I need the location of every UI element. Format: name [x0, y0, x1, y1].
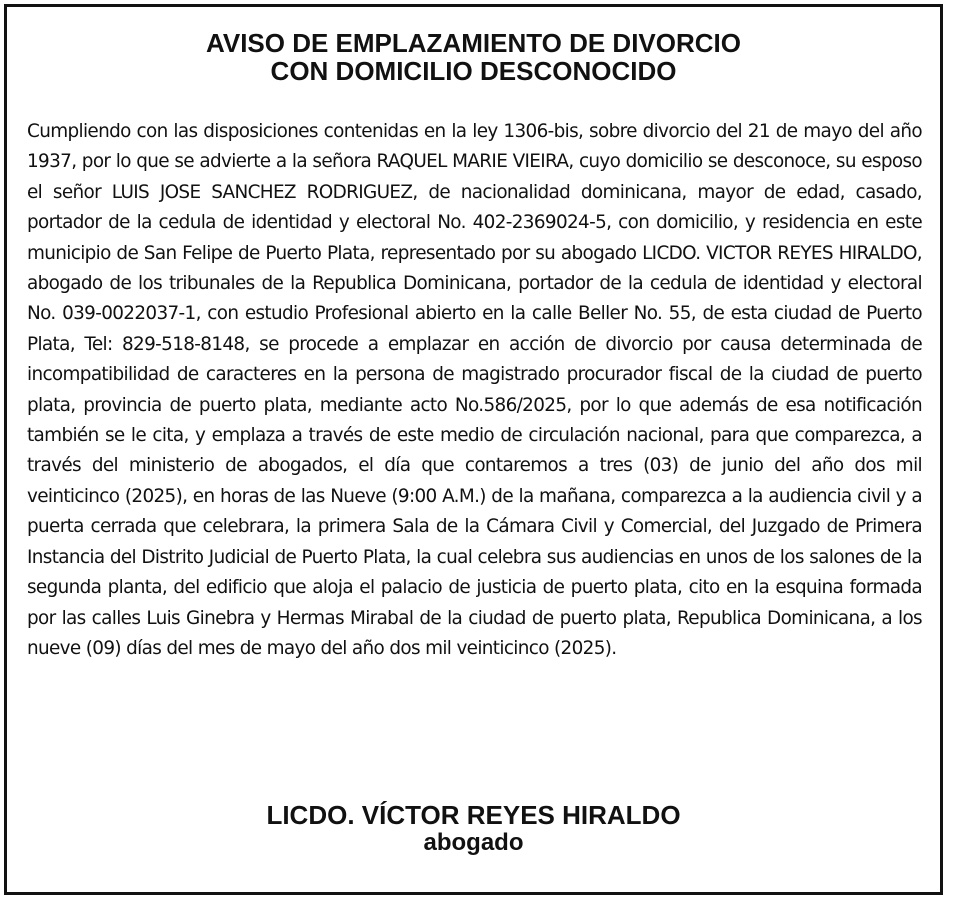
signature-name: LICDO. VÍCTOR REYES HIRALDO [266, 800, 681, 830]
notice-title [7, 29, 940, 85]
signature-role: abogado [423, 829, 524, 856]
legal-notice-box [4, 4, 943, 895]
notice-title-line-1: AVISO DE EMPLAZAMIENTO DE DIVORCIO [206, 28, 741, 58]
notice-body: Cumpliendo con las disposiciones contenidas en la ley 1306-bis, sobre divorcio del 21 de mayo del año 1937, por lo que se advierte a la señora RAQUEL MARIE VIEIRA, cuyo domicilio se desconoce, su esposo el señor LUIS JOSE SANCHEZ RODRIGUEZ, de nacionalidad dominicana, mayor de edad, casado, portador de la cedula de identidad y electoral No. 402-2369024-5, con domicilio, y residencia en este municipio de San Felipe de Puerto Plata, representado por su abogado LICDO. VICTOR REYES HIRALDO, abogado de los tribunales de la Republica Dominicana, portador de la cedula de identidad y electoral No. 039-0022037-1, con estudio Profesional abierto en la calle Beller No. 55, de esta ciudad de Puerto Plata, Tel: 829-518-8148, se procede a emplazar en acción de divorcio por causa determinada de incompatibilidad de caracteres en la persona de magistrado procurador fiscal de la ciudad de puerto plata, provincia de puerto plata, mediante acto No.586/2025, por lo que además de esa notificación también se le cita, y emplaza a través de este medio de circulación nacional, para que comparezca, a través del ministerio de abogados, el día que contaremos a tres (03) de junio del año dos mil veinticinco (2025), en horas de las Nueve (9:00 A.M.) de la mañana, comparezca a la audiencia civil y a puerta cerrada que celebrara, la primera Sala de la Cámara Civil y Comercial, del Juzgado de Primera Instancia del Distrito Judicial de Puerto Plata, la cual celebra sus audiencias en unos de los salones de la segunda planta, del edificio que aloja el palacio de justicia de puerto plata, cito en la esquina formada por las calles Luis Ginebra y Hermas Mirabal de la ciudad de puerto plata, Republica Dominicana, a los nueve (09) días del mes de mayo del año dos mil veinticinco (2025). [27, 121, 922, 659]
notice-title-line-2: CON DOMICILIO DESCONOCIDO [270, 56, 677, 86]
signature-block [7, 800, 940, 856]
